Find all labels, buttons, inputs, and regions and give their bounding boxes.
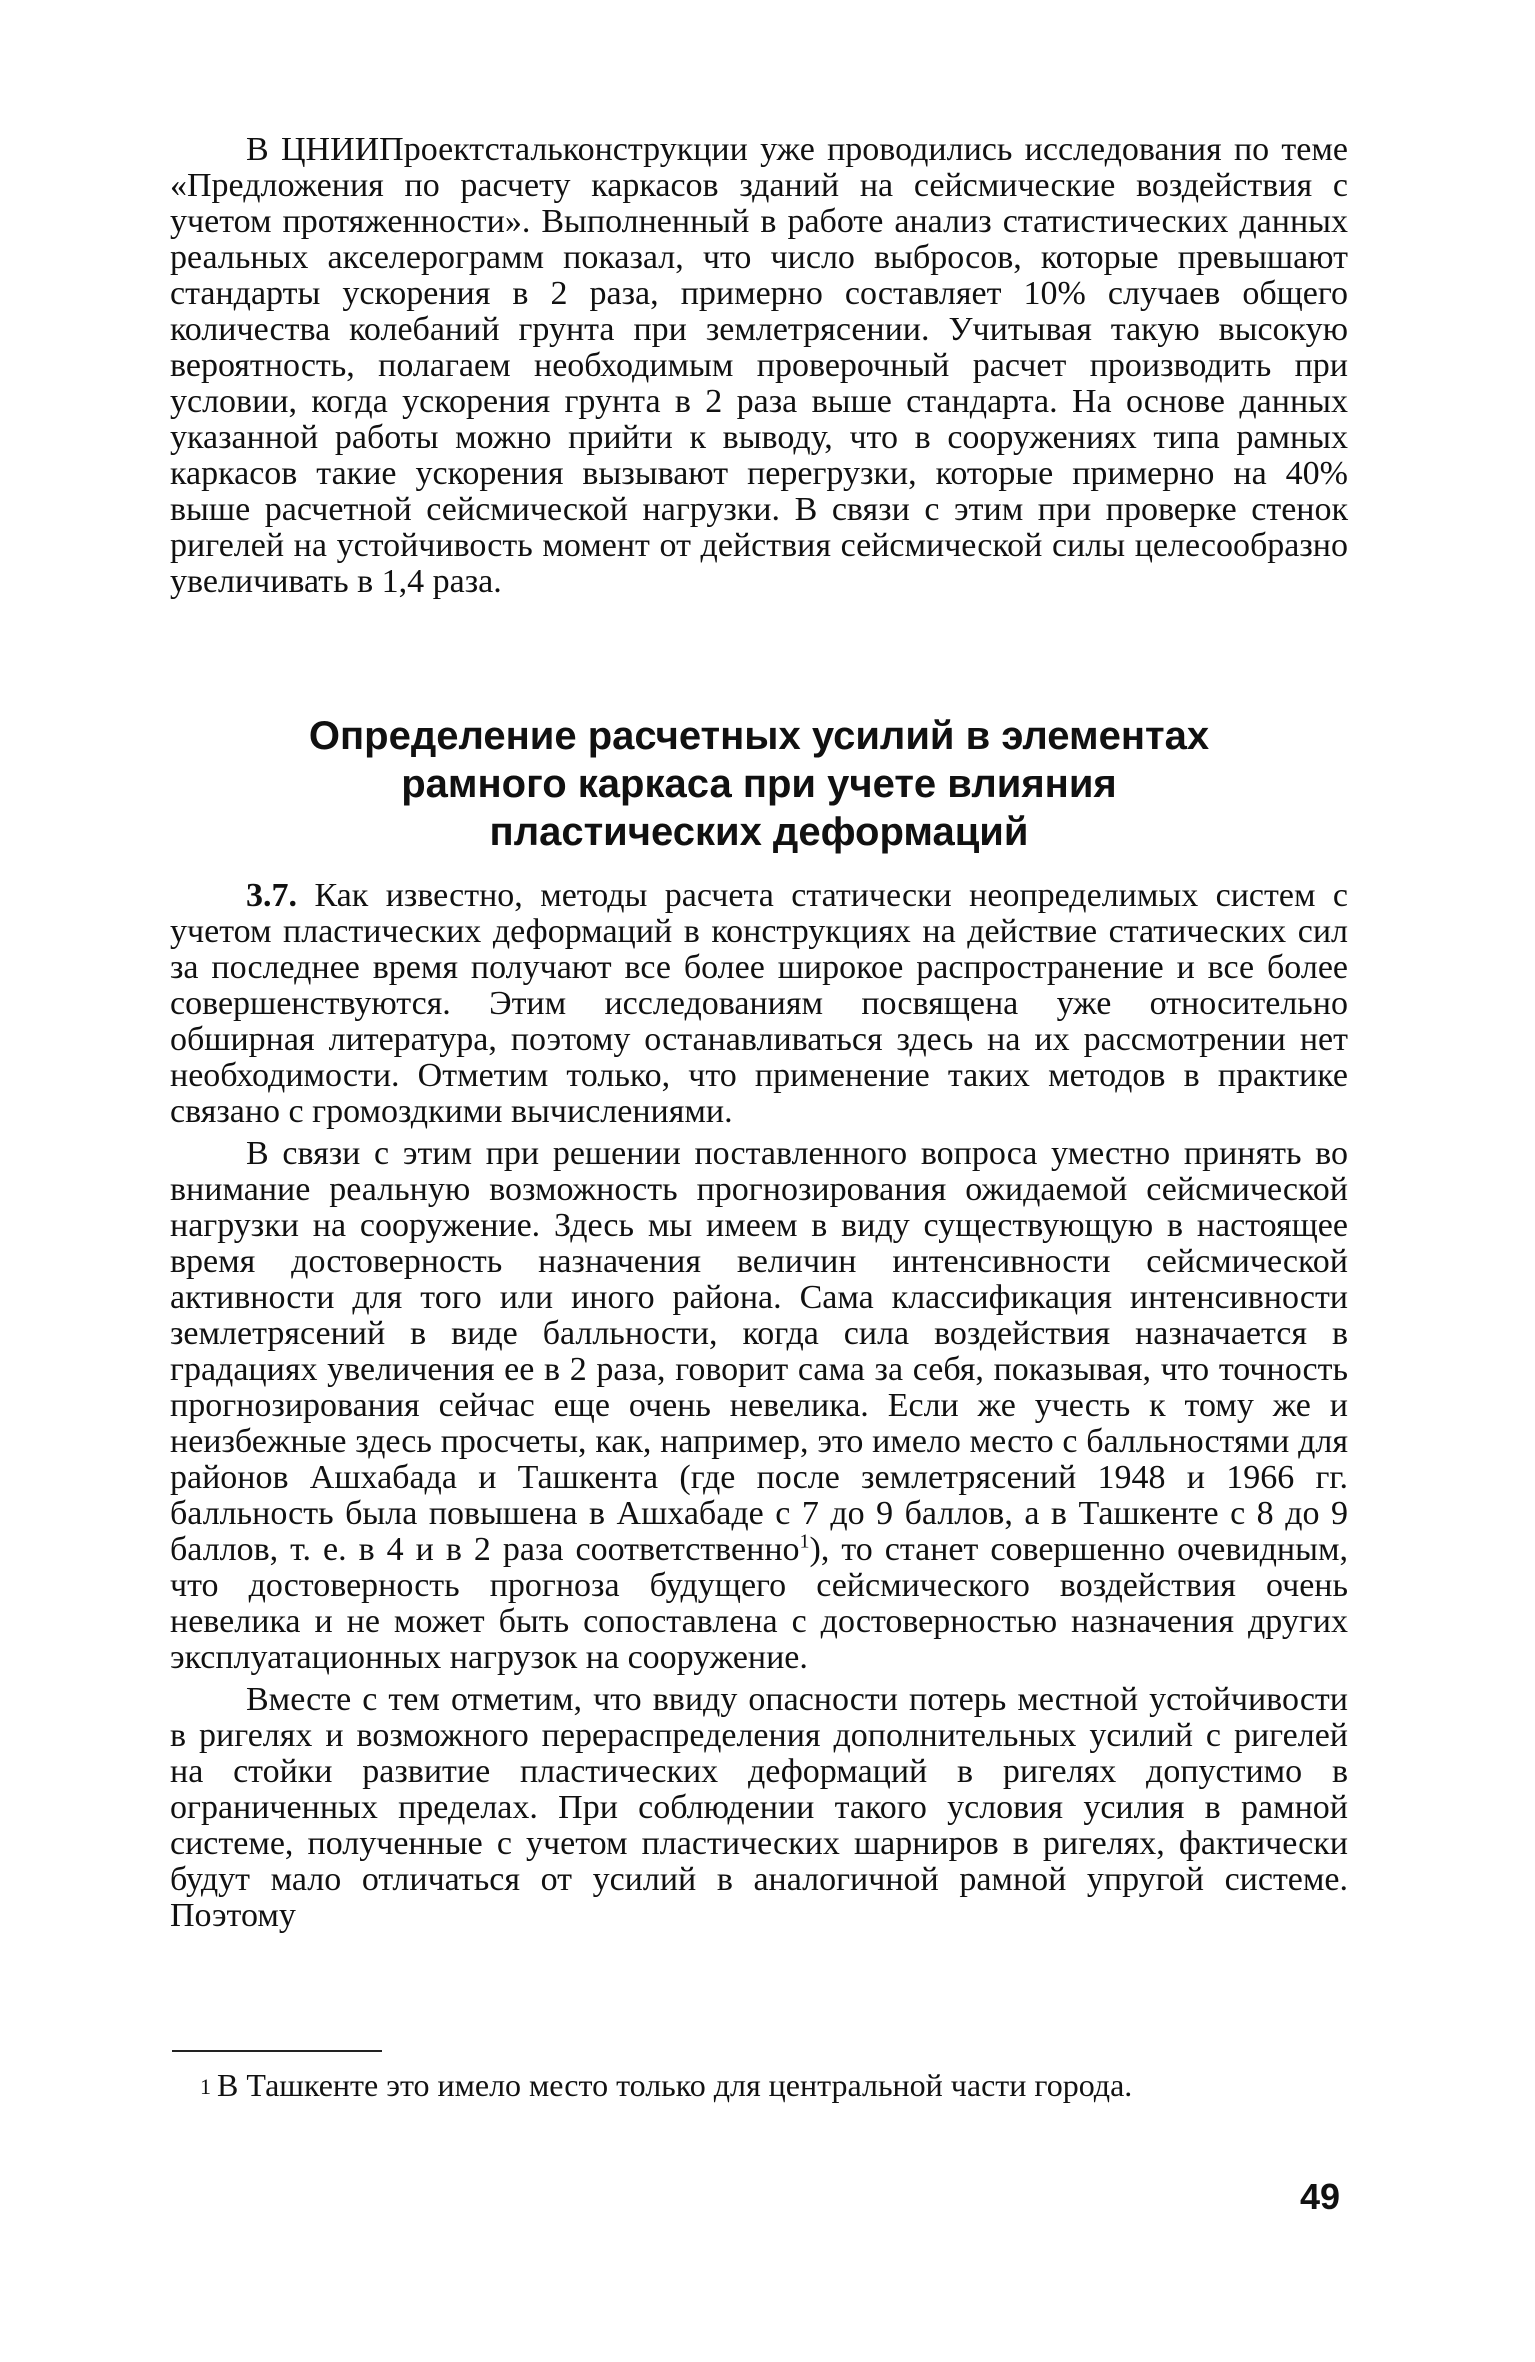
section-body [170, 878, 1348, 1934]
heading-line-3: пластических деформаций [489, 810, 1029, 854]
section-paragraph-2-text-a: В связи с этим при решении поставленного вопроса уместно принять во внимание реальную возможность прогнозирования ожидаемой сейсмической нагрузки на сооружение. Здесь мы имеем в виду существующую в настоящее время достоверность назначения величин интенсивности сейсмической активности для того или иного района. Сама классификация интенсивности землетрясений в виде балльности, когда сила воздействия назначается в градациях увеличения ее в 2 раза, говорит сама за себя, показывая, что точность прогнозирования сейчас еще очень невелика. Если же учесть к тому же и неизбежные здесь просчеты, как, например, это имело место с балльностями для районов Ашхабада и Ташкента (где после землетрясений 1948 и 1966 гг. балльность была повышена в Ашхабаде с 7 до 9 баллов, а в Ташкенте с 8 до 9 баллов, т. е. в 4 и в 2 раза соответственно [170, 1135, 1348, 1568]
heading-line-2: рамного каркаса при учете влияния [401, 762, 1117, 806]
section-number: 3.7. [246, 877, 297, 914]
footnote-mark: 1 [200, 2074, 211, 2099]
intro-paragraph: В ЦНИИПроектстальконструкции уже проводились исследования по теме «Предложения по расчету каркасов зданий на сейсмические воздействия с учетом протяженности». Выполненный в работе анализ статистических данных реальных акселерограмм показал, что число выбросов, которые превышают стандарты ускорения в 2 раза, примерно составляет 10% случаев общего количества колебаний грунта при землетрясении. Учитывая такую высокую вероятность, полагаем необходимым проверочный расчет производить при условии, когда ускорения грунта в 2 раза выше стандарта. На основе данных указанной работы можно прийти к выводу, что в сооружениях типа рамных каркасов такие ускорения вызывают перегрузки, которые примерно на 40% выше расчетной сейсмической нагрузки. В связи с этим при проверке стенок ригелей на устойчивость момент от действия сейсмической силы целесообразно увеличивать в 1,4 раза. [170, 131, 1348, 600]
section-paragraph-1-text: Как известно, методы расчета статически неопределимых систем с учетом пластических деформаций в конструкциях на действие статических сил за последнее время получают все более широкое распространение и все более совершенствуются. Этим исследованиям посвящена уже относительно обширная литература, поэтому останавливаться здесь на их рассмотрении нет необходимости. Отметим только, что применение таких методов в практике связано с громоздкими вычислениями. [170, 877, 1349, 1130]
section-paragraph-3: Вместе с тем отметим, что ввиду опасности потерь местной устойчивости в ригелях и возможного перераспределения дополнительных усилий с ригелей на стойки развитие пластических деформаций в ригелях допустимо в ограниченных пределах. При соблюдении такого условия усилия в рамной системе, полученные с учетом пластических шарниров в ригелях, фактически будут мало отличаться от усилий в аналогичной рамной упругой системе. Поэтому [170, 1681, 1348, 1934]
section-paragraph-2-text-b: ), то станет совершенно очевидным, что достоверность прогноза будущего сейсмического воздействия очень невелика и не может быть сопоставлена с достоверностью назначения других эксплуатационных нагрузок на сооружение. [170, 1531, 1348, 1676]
section-heading [170, 712, 1348, 856]
footnote-divider [172, 2050, 382, 2052]
section-paragraph-1 [170, 878, 1348, 1130]
footnote [170, 2066, 1348, 2104]
footnote-text: В Ташкенте это имело место только для центральной части города. [217, 2067, 1133, 2103]
intro-block [170, 132, 1348, 600]
page-number: 49 [1299, 2176, 1340, 2217]
section-paragraph-2 [170, 1136, 1348, 1676]
heading-line-1: Определение расчетных усилий в элементах [308, 714, 1210, 758]
footnote-reference: 1 [799, 1530, 810, 1553]
